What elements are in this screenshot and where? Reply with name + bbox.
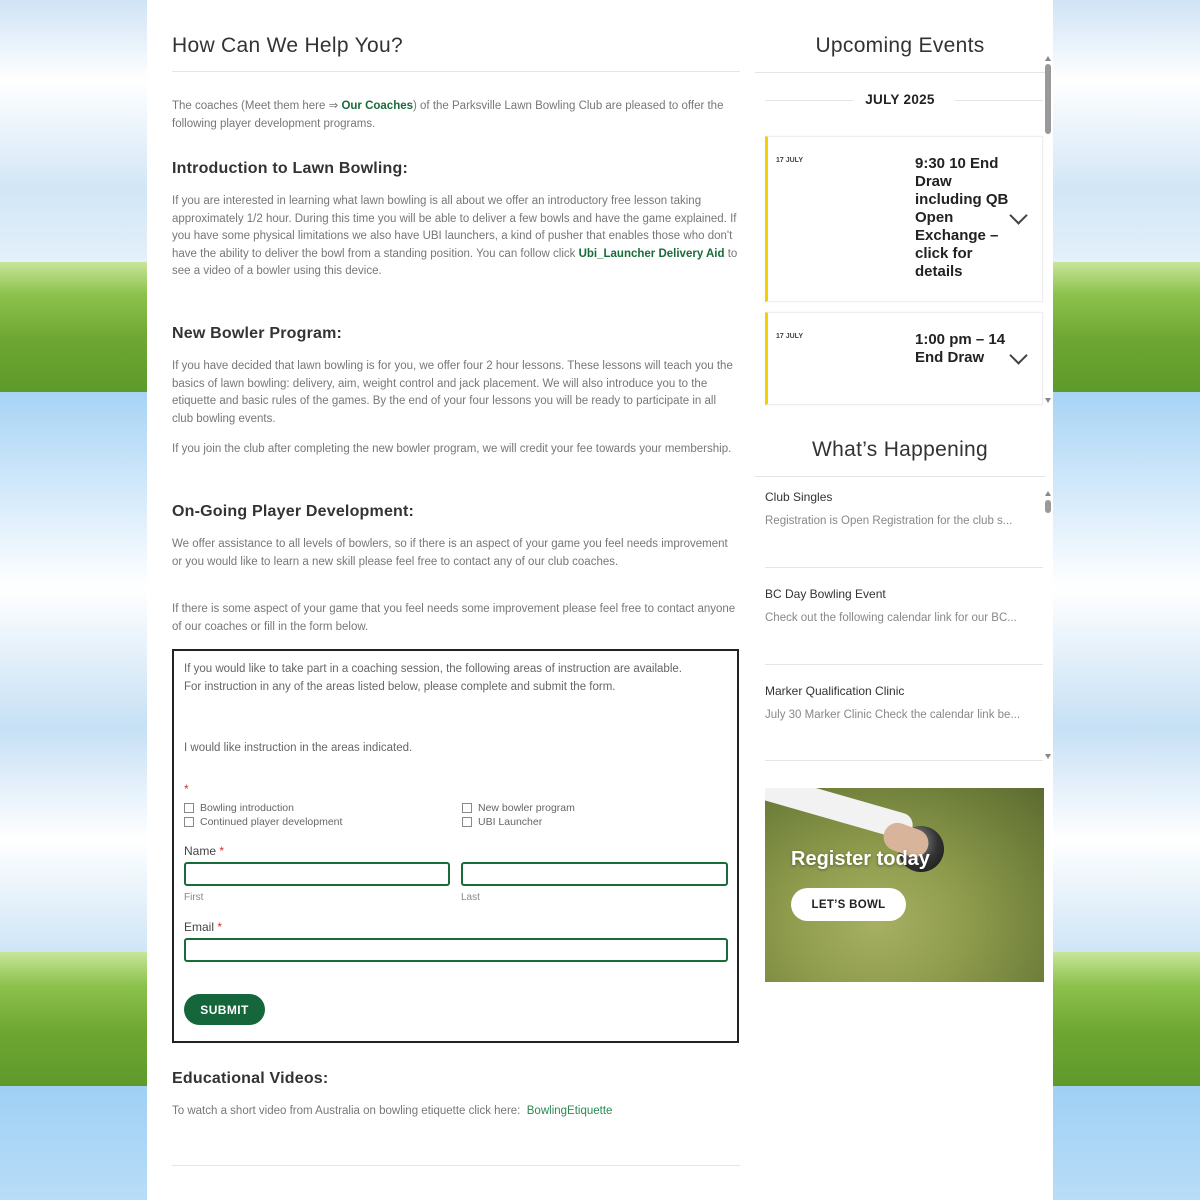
ongoing-body: [172, 536, 740, 571]
checkbox-icon[interactable]: [184, 817, 194, 827]
scroll-up-icon[interactable]: [1045, 491, 1051, 496]
news-item[interactable]: [765, 587, 1045, 628]
checkbox-required-mark: *: [184, 782, 189, 796]
last-sublabel: Last: [461, 892, 480, 903]
new-bowler-para1: If you have decided that lawn bowling is for you, we offer four 2 hour lessons. These lessons will teach you the basics of lawn bowling: delivery, aim, weight control and jack placement. We will also introduce you to the etiquette and basic rules of the games. By the end of your four lessons you will be ready to participate in all club bowling events.: [172, 360, 733, 425]
checkbox-icon[interactable]: [462, 817, 472, 827]
scroll-up-icon[interactable]: [1045, 56, 1051, 61]
submit-button[interactable]: SUBMIT: [184, 994, 265, 1025]
required-mark: *: [219, 844, 225, 858]
ongoing-body-2: [172, 601, 740, 636]
option-continued-player-development[interactable]: [184, 816, 342, 828]
form-line-1: If you would like to take part in a coaching session, the following areas of instruction are available.: [184, 663, 682, 675]
promo-title: Register today: [791, 848, 930, 870]
option-label: New bowler program: [478, 802, 575, 814]
background-left: [0, 0, 147, 1200]
last-name-input[interactable]: [461, 862, 728, 886]
intro-section-text-end: to see a video of a bowler using this device.: [172, 247, 738, 277]
required-mark: *: [217, 920, 223, 934]
first-name-input[interactable]: [184, 862, 450, 886]
bowling-etiquette-link[interactable]: BowlingEtiquette: [526, 1105, 613, 1117]
event-card[interactable]: [765, 312, 1043, 405]
event-date: 17 JULY: [776, 157, 803, 164]
scroll-thumb[interactable]: [1045, 64, 1051, 134]
upcoming-events-title: Upcoming Events: [815, 34, 985, 57]
option-label: Bowling introduction: [200, 802, 294, 814]
event-title: 9:30 10 End Draw including QB Open Exchange – click for details: [915, 155, 1009, 280]
first-sublabel: First: [184, 892, 204, 903]
checkbox-icon[interactable]: [184, 803, 194, 813]
news-title[interactable]: Marker Qualification Clinic: [765, 684, 905, 698]
coaching-form: [172, 649, 739, 1043]
option-bowling-introduction[interactable]: [184, 802, 294, 814]
form-line-2: For instruction in any of the areas listed below, please complete and submit the form.: [184, 680, 616, 693]
scroll-down-icon[interactable]: [1045, 754, 1051, 759]
ongoing-heading: On-Going Player Development:: [172, 503, 415, 520]
email-input[interactable]: [184, 938, 728, 962]
videos-section: [172, 1070, 740, 1088]
news-divider: [765, 664, 1043, 665]
ongoing-para1: We offer assistance to all levels of bowlers, so if there is an aspect of your game you feel needs improvement or you would like to learn a new skill please feel free to contact any of our club coaches.: [172, 538, 728, 568]
intro-paragraph: [172, 98, 740, 133]
scroll-down-icon[interactable]: [1045, 398, 1051, 403]
new-bowler-section: [172, 325, 740, 343]
option-new-bowler-program[interactable]: [462, 802, 575, 814]
intro-heading: Introduction to Lawn Bowling:: [172, 160, 408, 177]
intro-section-body: [172, 193, 740, 281]
news-title[interactable]: BC Day Bowling Event: [765, 587, 886, 601]
event-date: 17 JULY: [776, 333, 803, 340]
events-scrollbar[interactable]: [1045, 56, 1051, 406]
checkbox-icon[interactable]: [462, 803, 472, 813]
news-divider: [765, 760, 1043, 761]
intro-text-start: The coaches (Meet them here ⇒: [172, 100, 342, 112]
news-desc: Registration is Open Registration for the club s...: [765, 515, 1013, 527]
news-scrollbar[interactable]: [1045, 491, 1051, 761]
new-bowler-body-2: [172, 441, 740, 459]
event-card[interactable]: [765, 136, 1043, 302]
ongoing-para2: If there is some aspect of your game that you feel needs some improvement please feel free to contact anyone of our coaches or fill in the form below.: [172, 603, 736, 633]
whats-happening-title: What’s Happening: [811, 438, 989, 461]
videos-text: To watch a short video from Australia on bowling etiquette click here:: [172, 1105, 521, 1117]
new-bowler-para2: If you join the club after completing the new bowler program, we will credit your fee towards your membership.: [172, 443, 732, 455]
news-divider: [765, 567, 1043, 568]
lets-bowl-button[interactable]: LET’S BOWL: [791, 888, 906, 921]
option-label: UBI Launcher: [478, 816, 543, 828]
events-title-divider: [755, 72, 1045, 73]
name-label-text: Name: [184, 844, 217, 858]
event-title: 1:00 pm – 14 End Draw: [915, 331, 1006, 366]
option-label: Continued player development: [200, 816, 343, 828]
videos-heading: Educational Videos:: [172, 1070, 329, 1087]
our-coaches-link[interactable]: Our Coaches: [341, 100, 414, 112]
register-promo: [765, 788, 1044, 982]
ubi-launcher-link[interactable]: Ubi_Launcher Delivery Aid: [578, 247, 725, 260]
ongoing-section: [172, 503, 740, 521]
form-intro: [184, 661, 727, 696]
intro-section: [172, 160, 740, 178]
news-desc: July 30 Marker Clinic Check the calendar link be...: [765, 709, 1021, 721]
form-line-3: I would like instruction in the areas indicated.: [184, 742, 413, 754]
news-title[interactable]: Club Singles: [765, 490, 833, 504]
bottom-divider: [172, 1165, 740, 1166]
happening-title-divider: [755, 476, 1045, 477]
name-label: [184, 844, 224, 858]
intro-text-end: ) of the Parksville Lawn Bowling Club are pleased to offer the following player development programs.: [172, 100, 724, 130]
background-right: [1053, 0, 1200, 1200]
intro-section-text: If you are interested in learning what lawn bowling is all about we offer an introductory free lesson taking approximately 1/2 hour. During this time you will be able to deliver a few bowls and have the game explained. If you have some physical limitations we also have UBI launchers, a kind of pusher that enables those who don't have the ability to deliver the bowl from a standing position. You can follow click: [172, 195, 737, 260]
videos-body: [172, 1103, 740, 1121]
month-label: JULY 2025: [865, 92, 935, 107]
scroll-thumb[interactable]: [1045, 500, 1051, 513]
page-content: [147, 0, 1053, 1200]
email-label-text: Email: [184, 920, 215, 934]
option-ubi-launcher[interactable]: [462, 816, 542, 828]
month-rule-right: [955, 100, 1043, 101]
news-item[interactable]: [765, 684, 1045, 725]
news-desc: Check out the following calendar link for our BC...: [765, 612, 1017, 624]
email-label: [184, 920, 222, 934]
news-item[interactable]: [765, 490, 1045, 531]
page-title: How Can We Help You?: [172, 0, 740, 72]
main-column: [172, 0, 740, 1117]
new-bowler-heading: New Bowler Program:: [172, 325, 343, 342]
new-bowler-body: [172, 358, 740, 428]
